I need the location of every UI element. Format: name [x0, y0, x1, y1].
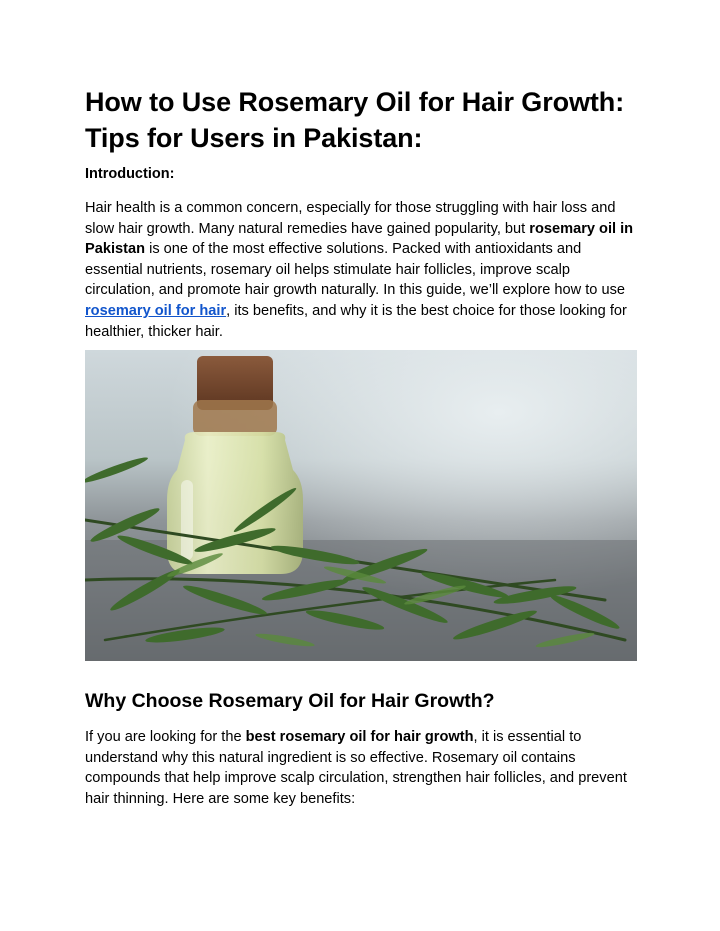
page-title: How to Use Rosemary Oil for Hair Growth: Tips for Users in Pakistan:: [85, 87, 625, 153]
section-paragraph: [85, 727, 640, 809]
rosemary-oil-link[interactable]: rosemary oil for hair: [85, 302, 227, 319]
intro-text-1: Hair health is a common concern, especially for those struggling with hair loss and slow hair growth. Many natural remedies have gained popularity, but: [85, 200, 616, 237]
intro-paragraph: [85, 198, 640, 342]
section-heading: Why Choose Rosemary Oil for Hair Growth?: [85, 690, 495, 712]
intro-block: [85, 84, 640, 342]
rosemary-oil-image: [85, 350, 637, 661]
section-bold-keyword: best rosemary oil for hair growth: [245, 729, 474, 745]
intro-heading: Introduction:: [85, 166, 175, 182]
intro-text-3: , its benefits, and why it is the best choice for those looking for healthier, thicker hair.: [85, 302, 627, 340]
section-block: [85, 727, 640, 809]
intro-bold-keyword: rosemary oil in Pakistan: [85, 220, 634, 258]
intro-text-2: is one of the most effective solutions. Packed with antioxidants and essential nutrients, rosemary oil helps stimulate hair follicles, improve scalp circulation, and promote hair growth naturally. In this guide, we’ll explore how to use: [85, 241, 625, 299]
section-text-1: If you are looking for the: [85, 729, 246, 745]
section-text-2: , it is essential to understand why this natural ingredient is so effective. Rosemary oil contains compounds that help improve scalp circulation, strengthen hair follicles, and prevent hair thinning. Here are some key benefits:: [85, 729, 627, 807]
